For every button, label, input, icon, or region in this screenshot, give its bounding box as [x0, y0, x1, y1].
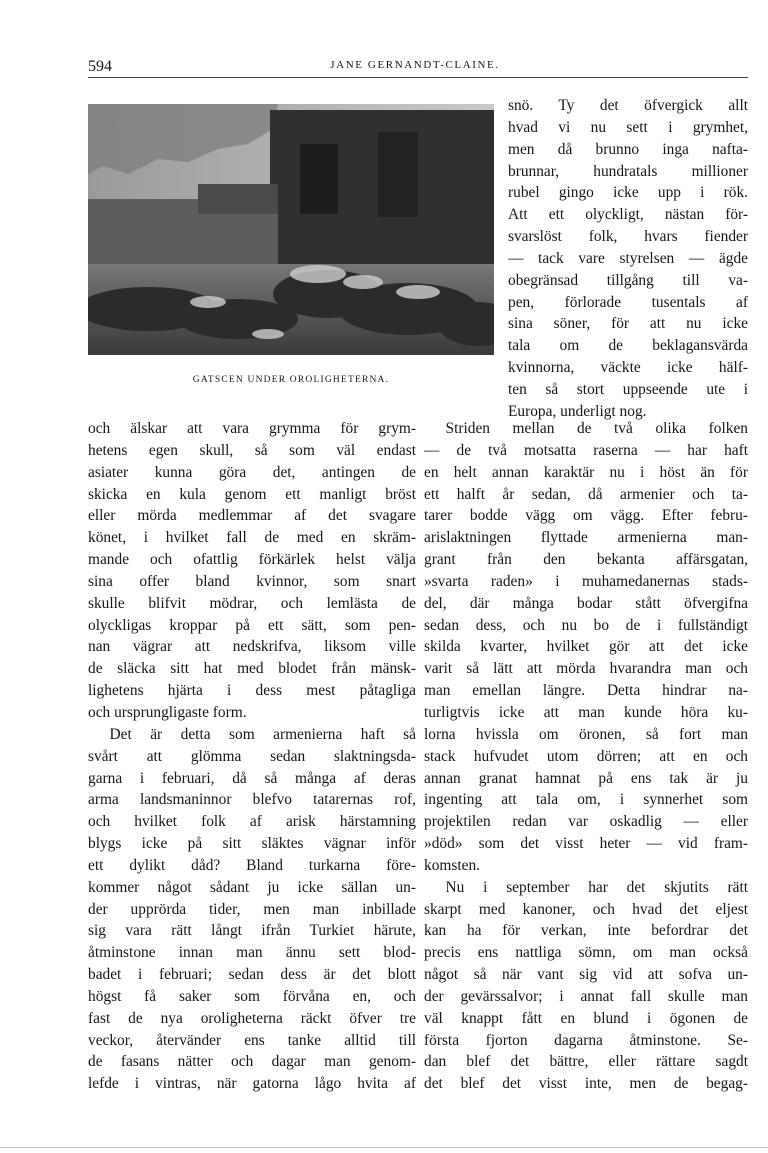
text-line: sina söner, för att nu icke: [508, 315, 748, 333]
text-line: turligtvis icke att man kunde höra ku-: [424, 703, 748, 721]
text-line: pen, förlorade tusentals af: [508, 293, 748, 311]
text-line: och älskar att vara grymma för grym-: [88, 420, 416, 437]
text-line: kan ha för verkan, inte befordrar det: [424, 922, 748, 940]
text-line: skulle blifvit mödrar, och lemlästa de: [88, 594, 416, 612]
text-line: dan blef det bättre, eller rättare sagdt: [424, 1053, 748, 1071]
text-line: skilda kvarter, hvilket gör att det icke: [424, 638, 748, 656]
text-line: tarer bodde vägg om vägg. Efter febru-: [424, 507, 748, 525]
text-line: första fjorton dagarna åtminstone. Se-: [424, 1031, 748, 1049]
text-line: lefde i vintras, när gatorna lågo hvita af: [88, 1075, 416, 1093]
text-line: arma landsmaninnor blefvo tatarernas rof,: [88, 791, 416, 809]
building-window: [300, 144, 338, 214]
text-line: ett dylikt dåd? Bland turkarna före-: [88, 856, 416, 874]
text-line: skicka en kula genom ett manligt bröst: [88, 485, 416, 503]
text-line: annan granat hamnat på ens tak är ju: [424, 769, 748, 787]
text-line: de fasans nätter och dagar man genom-: [88, 1053, 416, 1071]
text-line: ingenting att tala om, i synnerhet som: [424, 791, 748, 809]
text-line: komsten.: [424, 856, 481, 874]
bottom-rule: [0, 1147, 768, 1148]
text-line: något så när vant sig vid att sofva un-: [424, 966, 748, 984]
text-line: tala om de beklagansvärda: [508, 337, 748, 355]
street-scene-photo: [88, 104, 494, 355]
text-line: Nu i september har det skjutits rätt: [445, 878, 748, 896]
text-line: der upprörda tider, men man inbillade: [88, 900, 416, 918]
text-line: badet i februari; sedan dess är det blott: [88, 966, 416, 984]
text-line: sedan dess, och nu bo de i fullständigt: [424, 616, 748, 634]
text-line: arislaktningen flyttade armenierna man-: [424, 529, 748, 547]
text-line: ten så stort uppseende ute i: [508, 380, 748, 398]
text-line: det blef det visst inte, men de begag-: [424, 1075, 748, 1093]
text-line: — tack vare styrelsen — ägde: [508, 249, 748, 267]
text-line: hetens egen skull, så som väl endast: [88, 441, 416, 459]
text-line: ett halft år sedan, då armenier och ta-: [424, 485, 748, 503]
text-line: och ursprungligaste form.: [88, 703, 247, 721]
text-line: brunnar, hundratals millioner: [508, 162, 748, 180]
text-line: »svarta raden» i muhamedanernas stads-: [424, 572, 748, 590]
text-column-left: [88, 418, 416, 1095]
page-number: 594: [88, 58, 112, 75]
text-line: högst få saker som förvåna en, och: [88, 987, 416, 1005]
text-column-right-bottom: [424, 418, 748, 1095]
figure-caption: GATSCEN UNDER OROLIGHETERNA.: [192, 375, 390, 385]
text-line: men då brunno inga nafta-: [508, 140, 748, 158]
text-line: man emellan längre. Detta hindrar na-: [424, 682, 748, 700]
text-line: könet, i hvilket fall de med en skräm-: [88, 529, 416, 547]
text-line: varit så lätt att mörda hvarandra man och: [424, 660, 748, 678]
text-column-right-top: [508, 95, 748, 423]
text-line: grant från den bekanta affärsgatan,: [424, 551, 748, 569]
text-line: Striden mellan de två olika folken: [445, 420, 748, 437]
text-line: svarslöst folk, hvars fiender: [508, 228, 748, 246]
text-line: de släcka sitt hat med blodet från mänsk-: [88, 660, 416, 678]
text-line: — de två motsatta raserna — har haft: [424, 441, 748, 459]
text-line: åtminstone innan man ännu sett blod-: [88, 944, 416, 962]
text-line: obegränsad tillgång till va-: [508, 271, 748, 289]
running-head: JANE GERNANDT-CLAINE.: [330, 59, 500, 71]
text-line: sina offer bland kvinnor, som snart: [88, 572, 416, 590]
text-line: Europa, underligt nog.: [508, 402, 647, 420]
text-line: asiater kunna göra det, antingen de: [88, 463, 416, 481]
text-line: fast de nya oroligheterna räckt öfver tre: [88, 1009, 416, 1027]
text-line: skarpt med kanoner, och hvad det eljest: [424, 900, 748, 918]
building-doorway: [378, 132, 418, 217]
text-line: och hvilket folk af arisk härstamning: [88, 813, 416, 831]
text-line: svårt att glömma sedan slaktningsda-: [88, 747, 416, 765]
text-line: hvad vi nu sett i grymhet,: [508, 118, 748, 136]
text-line: blygs icke på sitt släktes vägnar inför: [88, 835, 416, 853]
text-line: garna i februari, då så många af deras: [88, 769, 416, 787]
text-line: Det är detta som armenierna haft så: [109, 725, 416, 743]
text-line: en helt annan karaktär nu i höst än för: [424, 463, 748, 481]
text-line: stack hufvudet utom dörren; att en och: [424, 747, 748, 765]
text-line: snö. Ty det öfvergick allt: [508, 97, 748, 114]
text-line: projektilen redan var oskadlig — eller: [424, 813, 748, 831]
text-line: nan vägrar att nedskrifva, liksom ville: [88, 638, 416, 656]
text-line: kvinnorna, väckte icke hälf-: [508, 359, 748, 377]
text-line: »död» som det visst heter — vid fram-: [424, 835, 748, 853]
text-line: sig vara rätt långt ifrån Turkiet härute,: [88, 922, 416, 940]
text-line: del, där många bodar stått öfvergifna: [424, 594, 748, 612]
text-line: mande och ofattlig förkärlek helst välja: [88, 551, 416, 569]
text-line: precis ens nattliga sömn, om man också: [424, 944, 748, 962]
text-line: rubel gingo icke upp i rök.: [508, 184, 748, 202]
text-line: der gevärssalvor; i annat fall skulle man: [424, 987, 748, 1005]
text-line: lighetens hjärta i dess mest påtagliga: [88, 682, 416, 700]
text-line: eller mörda medlemmar af det svagare: [88, 507, 416, 525]
header-rule: [88, 77, 748, 78]
shed: [198, 184, 278, 214]
text-line: olyckligas kroppar på ett sätt, som pen-: [88, 616, 416, 634]
text-line: kommer något sådant ju icke sällan un-: [88, 878, 416, 896]
text-line: Att ett olyckligt, nästan för-: [508, 206, 748, 224]
text-line: veckor, återvänder ens tanke alltid till: [88, 1031, 416, 1049]
text-line: lorna hvissla om öronen, så fort man: [424, 725, 748, 743]
text-line: väl knappt fått en blund i ögonen de: [424, 1009, 748, 1027]
